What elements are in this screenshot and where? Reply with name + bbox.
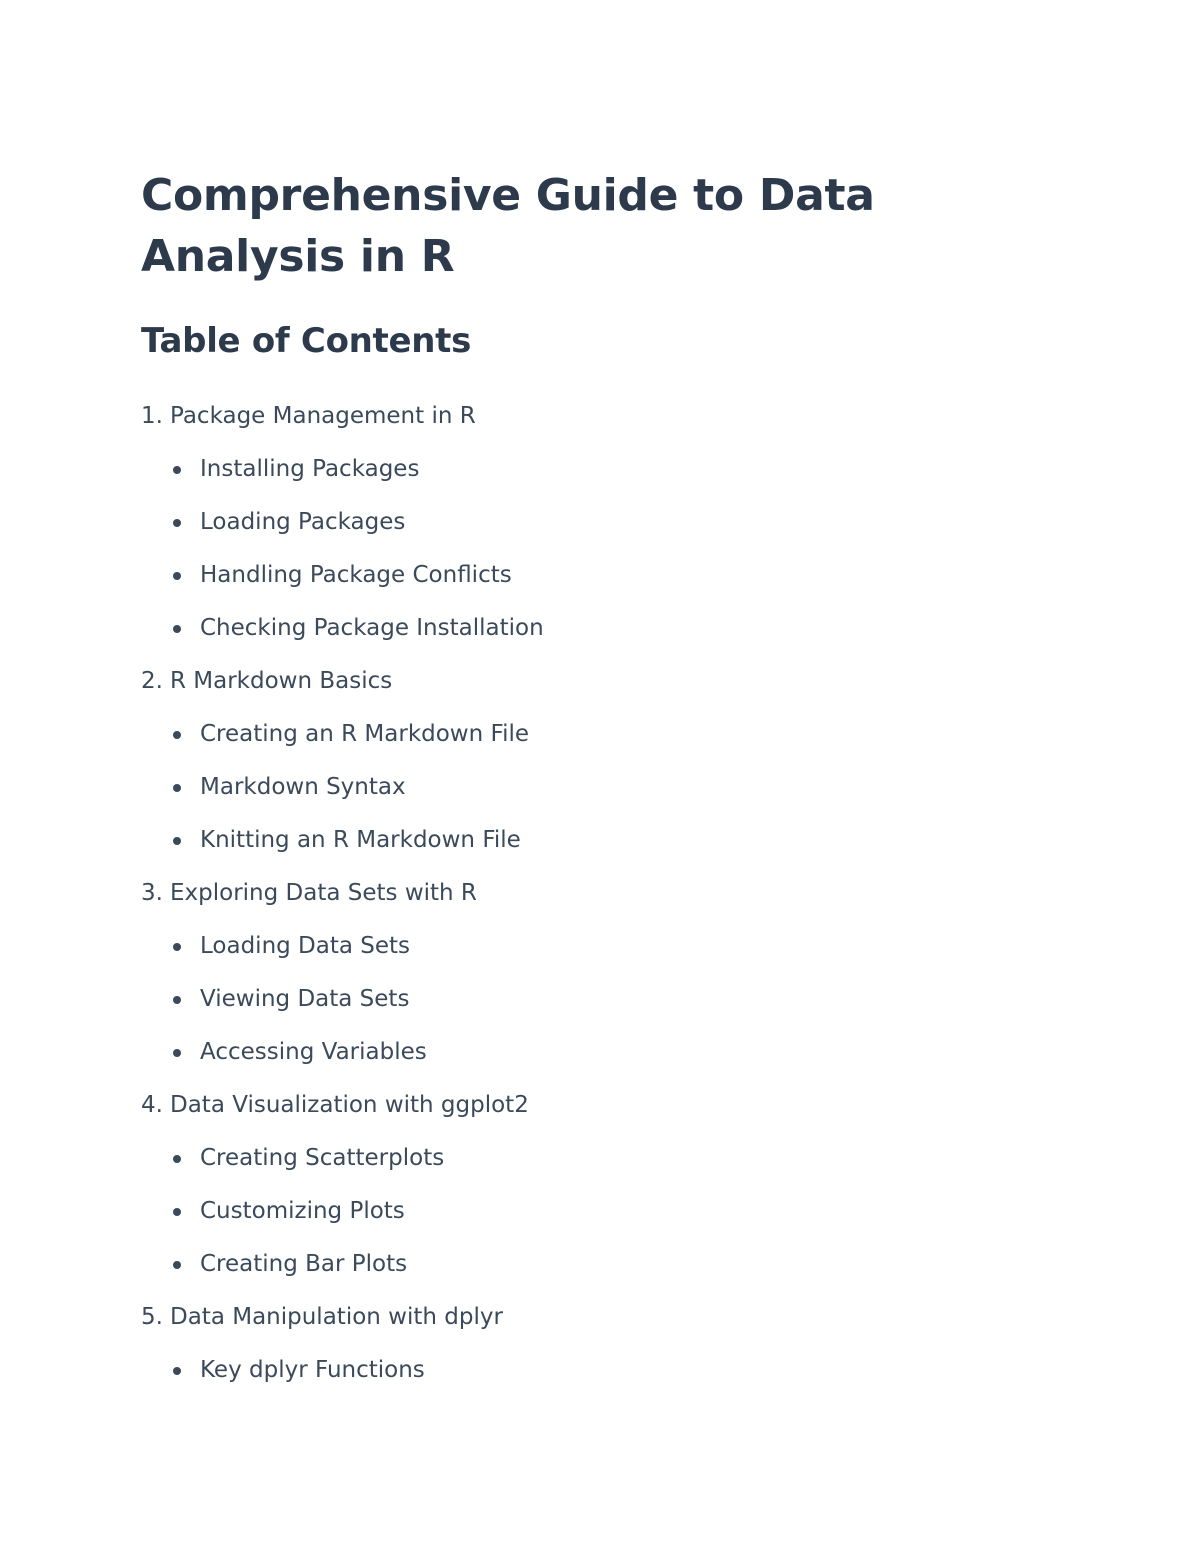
table-of-contents <box>141 390 1061 1397</box>
bullet-icon <box>173 731 181 739</box>
section-label: Data Manipulation with dplyr <box>170 1304 503 1330</box>
subsection-list <box>141 708 1061 867</box>
subsection-label: Key dplyr Functions <box>200 1357 425 1383</box>
section-number: 5. <box>141 1304 163 1330</box>
subsection-label: Knitting an R Markdown File <box>200 827 521 853</box>
list-item <box>141 761 1061 814</box>
section-number: 3. <box>141 880 163 906</box>
toc-section-2 <box>141 655 1061 867</box>
bullet-icon <box>173 837 181 845</box>
list-item <box>141 1238 1061 1291</box>
bullet-icon <box>173 625 181 633</box>
subsection-list <box>141 1344 1061 1397</box>
subsection-label: Checking Package Installation <box>200 615 544 641</box>
list-item <box>141 496 1061 549</box>
section-label: R Markdown Basics <box>170 668 393 694</box>
subsection-label: Viewing Data Sets <box>200 986 410 1012</box>
bullet-icon <box>173 1155 181 1163</box>
bullet-icon <box>173 996 181 1004</box>
subsection-list <box>141 443 1061 655</box>
list-item <box>141 1026 1061 1079</box>
bullet-icon <box>173 784 181 792</box>
subsection-list <box>141 1132 1061 1291</box>
bullet-icon <box>173 1261 181 1269</box>
document-page <box>141 165 1061 1397</box>
list-item <box>141 920 1061 973</box>
subsection-list <box>141 920 1061 1079</box>
bullet-icon <box>173 466 181 474</box>
subsection-label: Loading Data Sets <box>200 933 411 959</box>
subsection-label: Customizing Plots <box>200 1198 405 1224</box>
bullet-icon <box>173 1208 181 1216</box>
section-number: 1. <box>141 403 163 429</box>
section-label: Exploring Data Sets with R <box>170 880 477 906</box>
toc-section-5 <box>141 1291 1061 1397</box>
document-title: Comprehensive Guide to Data Analysis in R <box>141 170 875 282</box>
toc-section-3 <box>141 867 1061 1079</box>
subsection-label: Markdown Syntax <box>200 774 406 800</box>
list-item <box>141 973 1061 1026</box>
bullet-icon <box>173 1049 181 1057</box>
list-item <box>141 443 1061 496</box>
subsection-label: Creating an R Markdown File <box>200 721 529 747</box>
bullet-icon <box>173 519 181 527</box>
list-item <box>141 549 1061 602</box>
subsection-label: Creating Bar Plots <box>200 1251 408 1277</box>
toc-section-4 <box>141 1079 1061 1291</box>
toc-heading: Table of Contents <box>141 321 472 361</box>
subsection-label: Loading Packages <box>200 509 406 535</box>
list-item <box>141 602 1061 655</box>
section-label: Package Management in R <box>170 403 476 429</box>
bullet-icon <box>173 943 181 951</box>
list-item <box>141 1344 1061 1397</box>
section-label: Data Visualization with ggplot2 <box>170 1092 529 1118</box>
subsection-label: Installing Packages <box>200 456 420 482</box>
subsection-label: Accessing Variables <box>200 1039 427 1065</box>
list-item <box>141 1132 1061 1185</box>
section-number: 4. <box>141 1092 163 1118</box>
section-number: 2. <box>141 668 163 694</box>
subsection-label: Handling Package Conflicts <box>200 562 512 588</box>
list-item <box>141 708 1061 761</box>
list-item <box>141 814 1061 867</box>
list-item <box>141 1185 1061 1238</box>
bullet-icon <box>173 1367 181 1375</box>
toc-section-1 <box>141 390 1061 655</box>
subsection-label: Creating Scatterplots <box>200 1145 445 1171</box>
bullet-icon <box>173 572 181 580</box>
